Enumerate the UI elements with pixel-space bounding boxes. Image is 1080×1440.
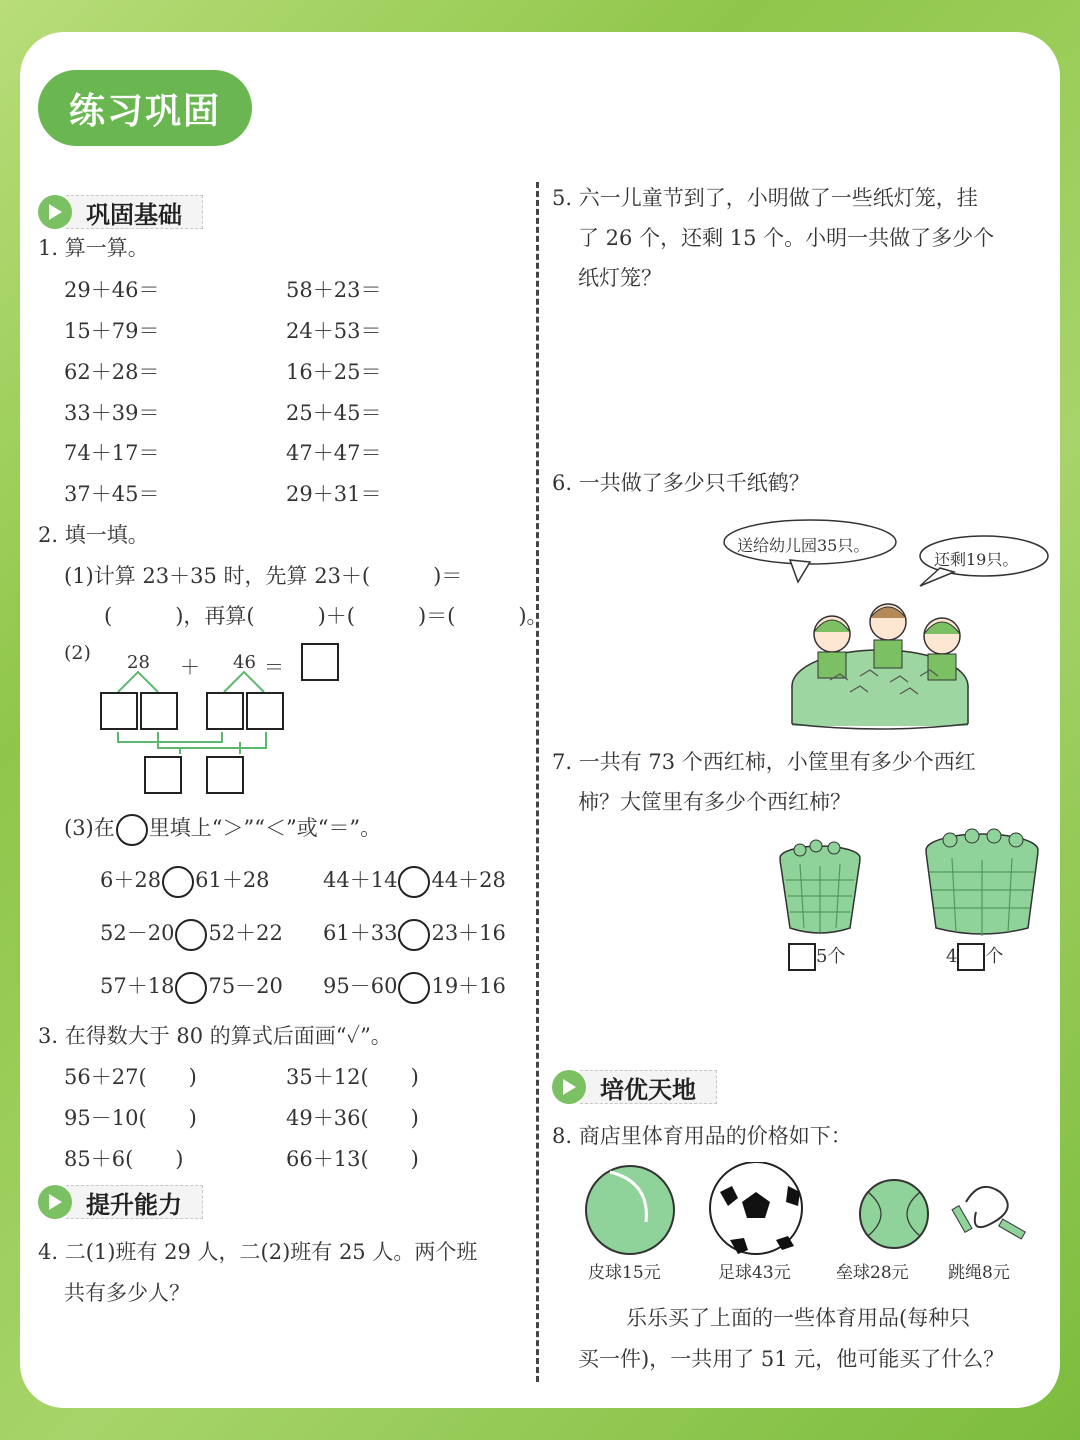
equation: 74＋17＝ <box>64 441 160 465</box>
tomato-baskets-illustration <box>776 828 1046 944</box>
q2-part2-label: (2) <box>64 642 91 664</box>
compare-circle[interactable] <box>175 919 207 951</box>
check-item: 56＋27( ) <box>64 1065 197 1089</box>
check-item: 95－10( ) <box>64 1106 197 1130</box>
item-price: 皮球15元 <box>588 1263 661 1283</box>
play-icon <box>38 1185 72 1219</box>
question-6-title: 6. 一共做了多少只千纸鹤？ <box>552 471 810 495</box>
question-8-line2: 买一件)，一共用了 51 元，他可能买了什么？ <box>578 1347 1005 1371</box>
question-7-line1: 7. 一共有 73 个西红柿，小筐里有多少个西红 <box>552 750 976 774</box>
page-title: 练习巩固 <box>38 70 252 146</box>
worksheet-card <box>20 32 1060 1408</box>
split-box[interactable] <box>206 692 244 730</box>
play-icon <box>38 195 72 229</box>
check-item: 49＋36( ) <box>286 1106 419 1130</box>
check-item: 35＋12( ) <box>286 1065 419 1089</box>
split-box[interactable] <box>140 692 178 730</box>
compare-right: 61＋28 <box>195 868 270 892</box>
section-title: 提升能力 <box>66 1185 203 1219</box>
compare-left: 44＋14 <box>323 868 398 892</box>
speech-bubble-1: 送给幼儿园35只。 <box>737 536 870 555</box>
equation: 47＋47＝ <box>286 441 382 465</box>
sports-goods-illustration <box>580 1162 1040 1258</box>
section-header-excel <box>552 1069 717 1105</box>
section-header-improve <box>38 1184 203 1220</box>
compare-left: 95－60 <box>323 974 398 998</box>
circle-icon <box>116 814 148 846</box>
answer-box[interactable] <box>301 643 339 681</box>
compare-circle[interactable] <box>398 866 430 898</box>
equation: 62＋28＝ <box>64 360 160 384</box>
small-basket-label <box>788 942 845 971</box>
compare-circle[interactable] <box>398 919 430 951</box>
compare-circle[interactable] <box>175 972 207 1004</box>
small-basket-text: 5个 <box>816 946 846 967</box>
split-box[interactable] <box>246 692 284 730</box>
q2-part1-line2: ( )，再算( )＋( )＝( )。 <box>104 604 548 628</box>
question-3-title: 3. 在得数大于 80 的算式后面画“✓”。 <box>38 1024 392 1048</box>
small-basket-box[interactable] <box>788 943 816 971</box>
item-price: 足球43元 <box>718 1263 791 1283</box>
equation: 15＋79＝ <box>64 319 160 343</box>
section-header-basic <box>38 194 203 230</box>
split-box[interactable] <box>100 692 138 730</box>
big-basket-box[interactable] <box>957 943 985 971</box>
question-5-line2: 了 26 个，还剩 15 个。小明一共做了多少个 <box>578 226 995 250</box>
equation: 33＋39＝ <box>64 401 160 425</box>
question-8-line1: 乐乐买了上面的一些体育用品(每种只 <box>626 1306 971 1330</box>
question-1-title: 1. 算一算。 <box>38 236 149 260</box>
compare-item <box>323 864 506 898</box>
question-8-title: 8. 商店里体育用品的价格如下： <box>552 1124 852 1148</box>
question-4-line1: 4. 二(1)班有 29 人，二(2)班有 25 人。两个班 <box>38 1240 478 1264</box>
big-basket-prefix: 4 <box>946 946 958 967</box>
play-icon <box>552 1070 586 1104</box>
equation: 29＋31＝ <box>286 482 382 506</box>
question-4-line2: 共有多少人？ <box>64 1281 190 1305</box>
section-title: 培优天地 <box>580 1070 717 1104</box>
q2-part3-pre: (3)在 <box>64 816 115 840</box>
question-5-line3: 纸灯笼？ <box>578 266 662 290</box>
equation: 58＋23＝ <box>286 278 382 302</box>
q2-part3-post: 里填上“＞”“＜”或“＝”。 <box>148 816 382 840</box>
compare-item <box>323 917 506 951</box>
item-price: 跳绳8元 <box>948 1263 1010 1283</box>
compare-item <box>100 970 283 1004</box>
compare-right: 44＋28 <box>431 868 506 892</box>
addend-b: 46 <box>233 652 256 673</box>
check-item: 66＋13( ) <box>286 1147 419 1171</box>
big-basket-suffix: 个 <box>985 946 1004 967</box>
compare-left: 57＋18 <box>100 974 175 998</box>
question-2-title: 2. 填一填。 <box>38 523 149 547</box>
section-title: 巩固基础 <box>66 195 203 229</box>
compare-item <box>100 864 270 898</box>
compare-item <box>323 970 506 1004</box>
compare-circle[interactable] <box>398 972 430 1004</box>
check-item: 85＋6( ) <box>64 1147 184 1171</box>
equation: 29＋46＝ <box>64 278 160 302</box>
compare-left: 61＋33 <box>323 921 398 945</box>
sum-box[interactable] <box>144 756 182 794</box>
question-7-line2: 柿？大筐里有多少个西红柿？ <box>578 790 851 814</box>
sum-box[interactable] <box>206 756 244 794</box>
plus-sign: ＋ <box>180 655 200 679</box>
compare-item <box>100 917 283 951</box>
compare-right: 75－20 <box>208 974 283 998</box>
compare-circle[interactable] <box>162 866 194 898</box>
question-5-line1: 5. 六一儿童节到了，小明做了一些纸灯笼，挂 <box>552 186 978 210</box>
q2-part1-line1: (1)计算 23＋35 时，先算 23＋( )＝ <box>64 564 463 588</box>
compare-left: 52－20 <box>100 921 175 945</box>
equation: 25＋45＝ <box>286 401 382 425</box>
compare-right: 23＋16 <box>431 921 506 945</box>
equation: 16＋25＝ <box>286 360 382 384</box>
speech-bubble-2: 还剩19只。 <box>934 550 1019 569</box>
compare-right: 52＋22 <box>208 921 283 945</box>
equation: 24＋53＝ <box>286 319 382 343</box>
equation: 37＋45＝ <box>64 482 160 506</box>
equals-sign: ＝ <box>264 655 284 679</box>
addend-a: 28 <box>127 652 150 673</box>
column-divider <box>536 182 539 1382</box>
q2-part3-instruction <box>64 812 381 846</box>
item-price: 垒球28元 <box>836 1263 909 1283</box>
big-basket-label <box>946 942 1003 971</box>
compare-right: 19＋16 <box>431 974 506 998</box>
compare-left: 6＋28 <box>100 868 162 892</box>
